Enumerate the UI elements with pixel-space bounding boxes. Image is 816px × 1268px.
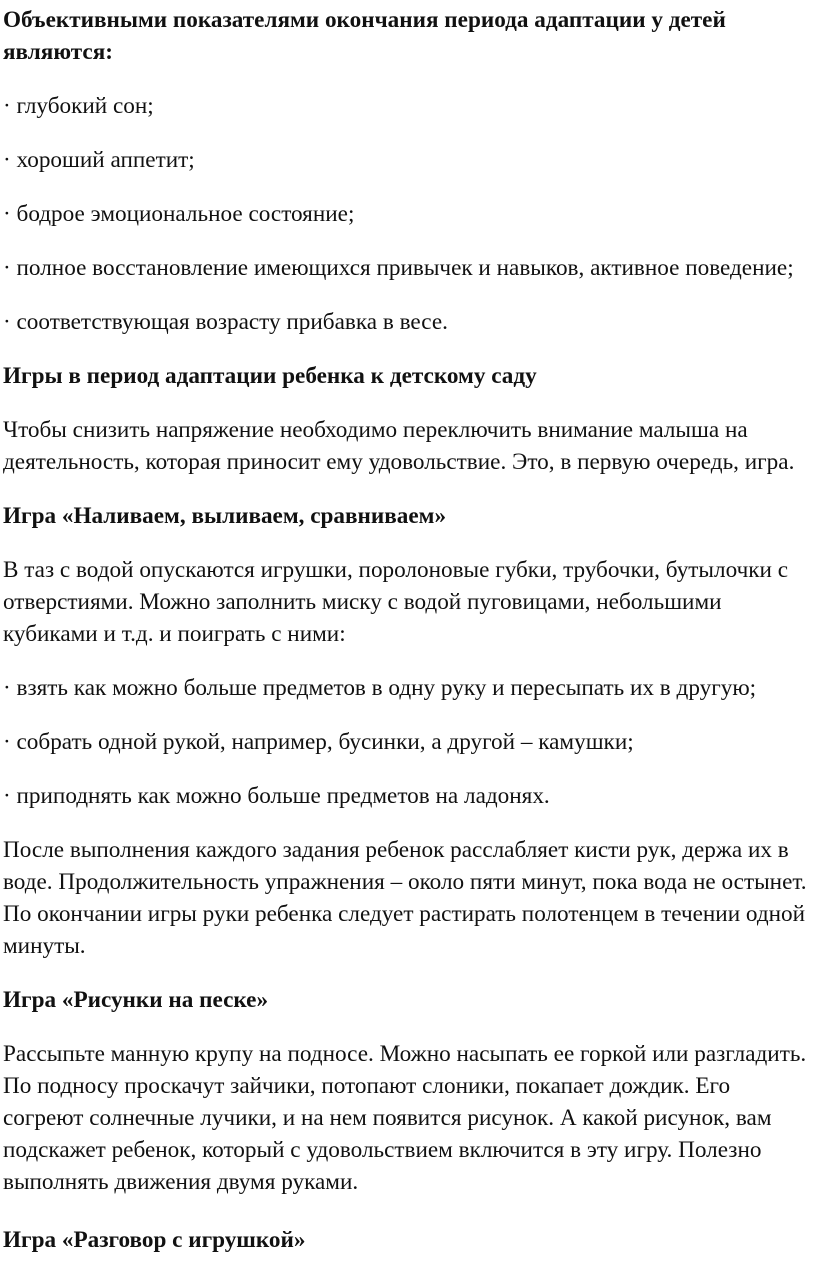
section-heading-game-toy-talk: Игра «Разговор с игрушкой» — [3, 1227, 306, 1253]
list-item-good-appetite: · хороший аппетит; — [3, 147, 195, 173]
paragraph-sand-game: Рассыпьте манную крупу на подносе. Можно насыпать ее горкой или разгладить. По подносу проскачут зайчики, потопают слоники, покапает дождик. Его согреют солнечные лучики, и на нем появится рисунок. А какой рисунок, вам подскажет ребенок, который с удовольствием включится в эту игру. Полезно выполнять движения двумя руками. — [3, 1041, 807, 1195]
list-item-habits-restored: · полное восстановление имеющихся привычек и навыков, активное поведение; — [3, 255, 794, 281]
list-item-emotional-state: · бодрое эмоциональное состояние; — [3, 201, 355, 227]
paragraph-water-game-intro: В таз с водой опускаются игрушки, поролоновые губки, трубочки, бутылочки с отверстиями. Можно заполнить миску с водой пуговицами, небольшими кубиками и т.д. и поиграть с ними: — [3, 557, 788, 647]
paragraph-water-game-relax: После выполнения каждого задания ребенок расслабляет кисти рук, держа их в воде. Продолжительность упражнения – около пяти минут, пока вода не остынет. По окончании игры руки ребенка следует растирать полотенцем в течении одной минуты. — [3, 837, 807, 959]
list-item-collect-beads: · собрать одной рукой, например, бусинки, а другой – камушки; — [3, 729, 634, 755]
list-item-transfer-objects: · взять как можно больше предметов в одну руку и пересыпать их в другую; — [3, 675, 757, 701]
list-item-lift-objects: · приподнять как можно больше предметов на ладонях. — [3, 783, 550, 809]
section-heading-adaptation-games: Игры в период адаптации ребенка к детскому саду — [3, 363, 537, 389]
list-item-weight-gain: · соответствующая возрасту прибавка в весе. — [3, 309, 448, 335]
paragraph-reduce-tension: Чтобы снизить напряжение необходимо переключить внимание малыша на деятельность, которая приносит ему удовольствие. Это, в первую очередь, игра. — [3, 417, 795, 475]
section-heading-game-water: Игра «Наливаем, выливаем, сравниваем» — [3, 503, 447, 529]
list-item-deep-sleep: · глубокий сон; — [3, 93, 154, 119]
section-heading-game-sand: Игра «Рисунки на песке» — [3, 987, 269, 1013]
section-heading-adaptation-indicators: Объективными показателями окончания периода адаптации у детей являются: — [3, 7, 726, 65]
